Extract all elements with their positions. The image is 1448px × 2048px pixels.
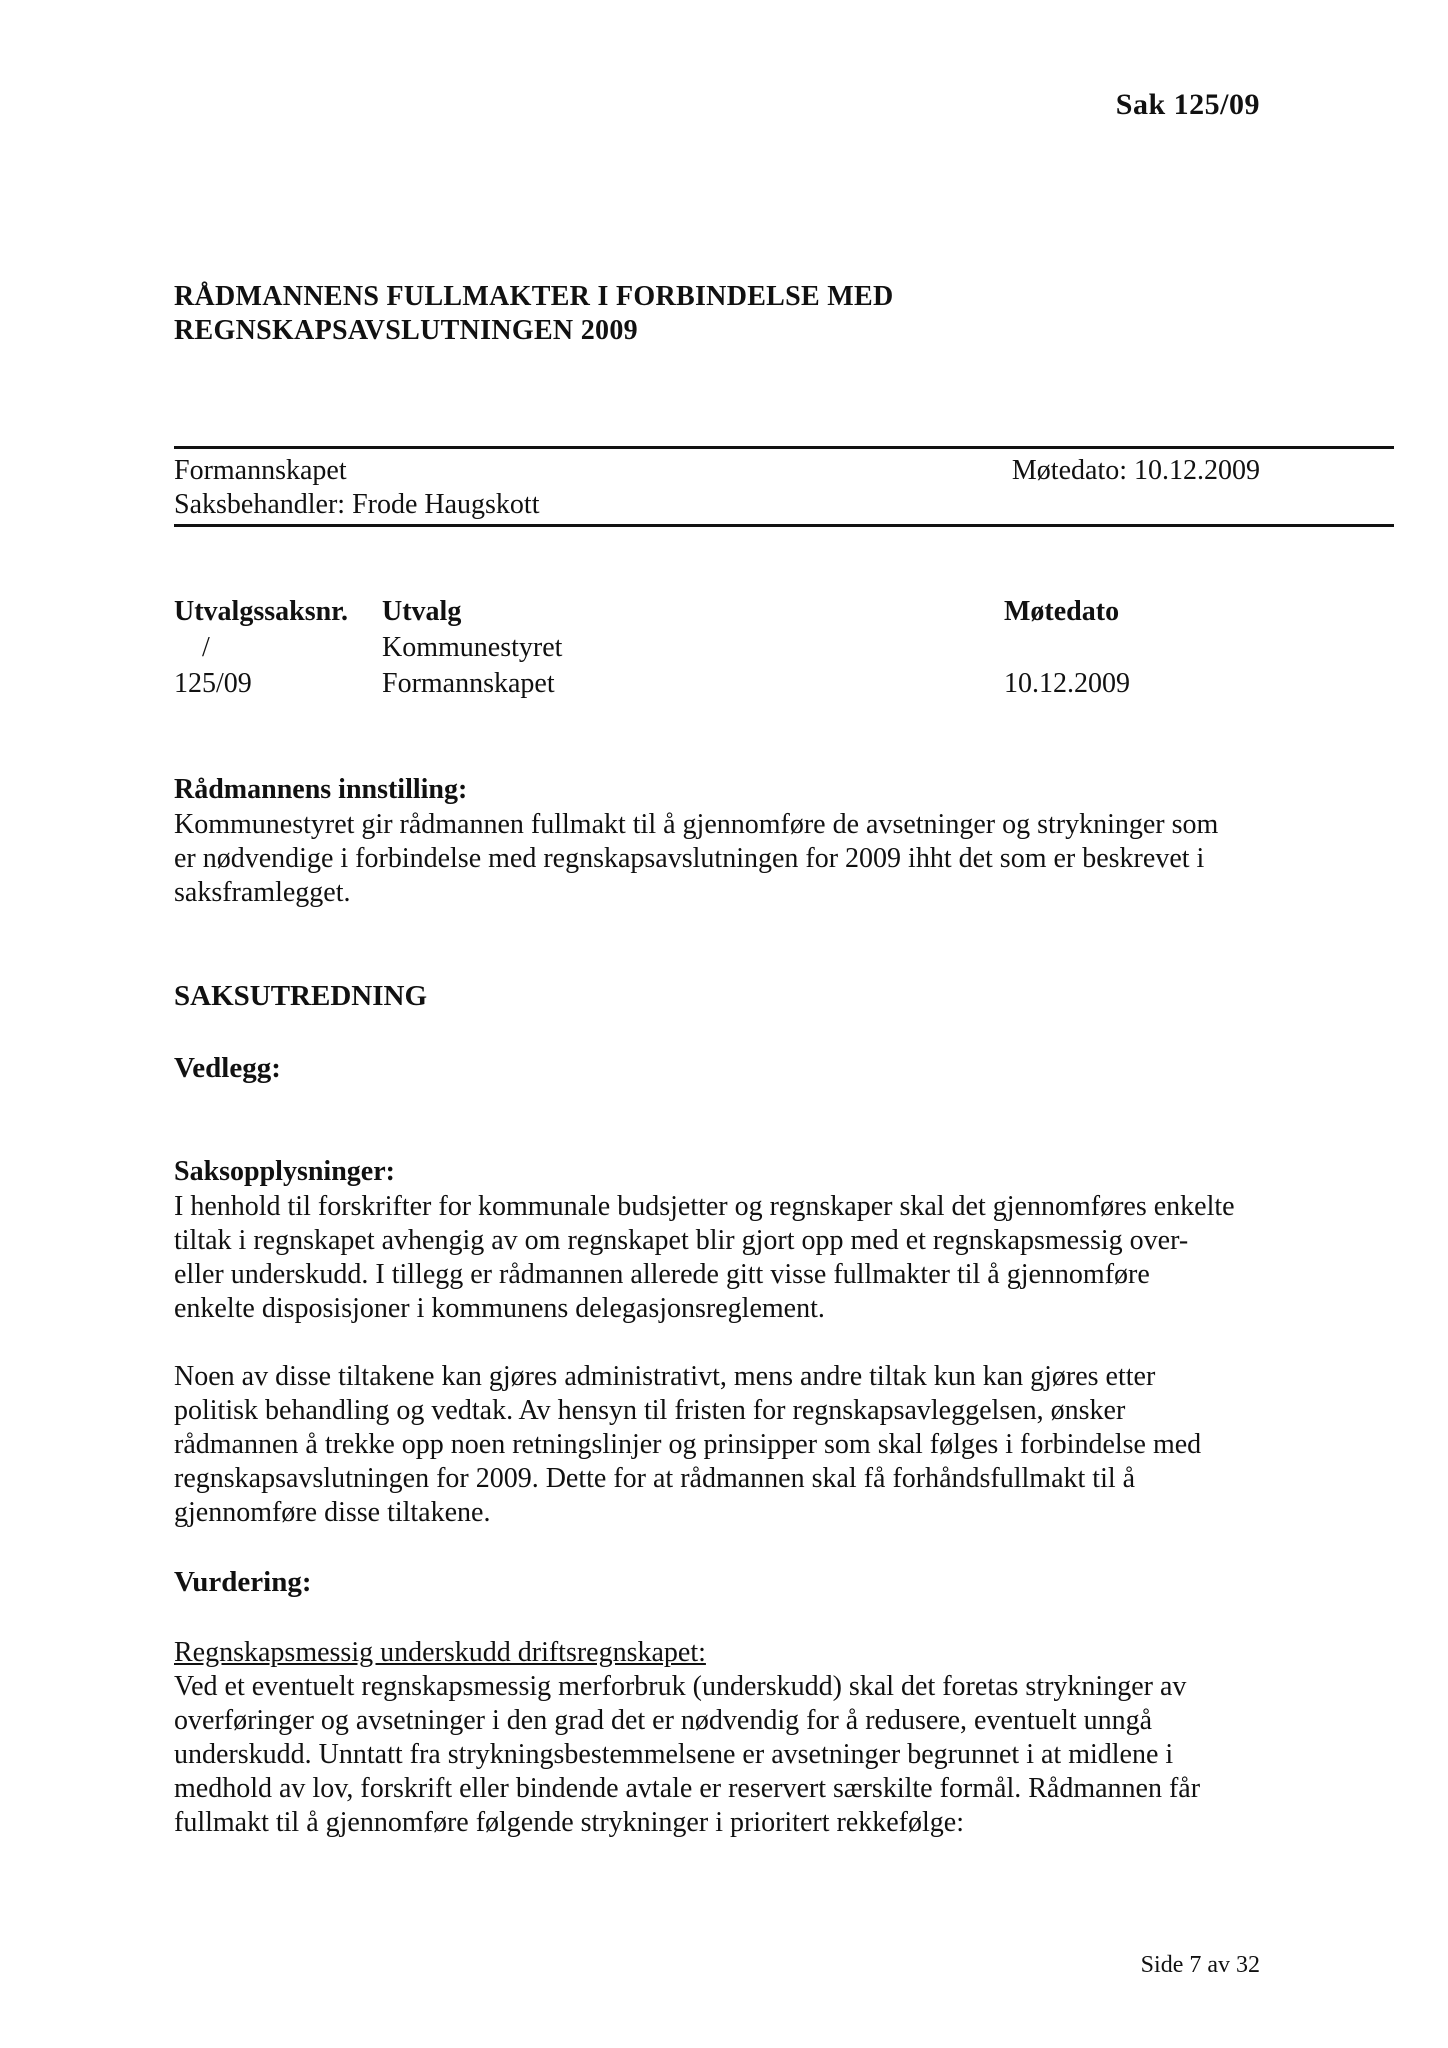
- table-header-case-number: Utvalgssaksnr.: [174, 596, 349, 627]
- text-line: rådmannen å trekke opp noen retningslinjer og prinsipper som skal følges i forbindelse med: [174, 1429, 1202, 1460]
- text-line: fullmakt til å gjennomføre følgende strykninger i prioritert rekkefølge:: [174, 1807, 964, 1838]
- text-line: I henhold til forskrifter for kommunale budsjetter og regnskaper skal det gjennomføres enkelte: [174, 1191, 1235, 1222]
- table-header-committee: Utvalg: [382, 596, 462, 627]
- table-header-meeting-date: Møtedato: [1004, 596, 1120, 627]
- document-title: [174, 280, 894, 348]
- text-line: saksframlegget.: [174, 877, 351, 908]
- saksopplysninger-paragraph-2: [174, 1360, 1294, 1530]
- document-title-line: REGNSKAPSAVSLUTNINGEN 2009: [174, 315, 638, 346]
- saksopplysninger-paragraph-1: [174, 1190, 1294, 1326]
- table-cell-committee: Kommunestyret: [382, 632, 563, 663]
- top-rule: [174, 446, 1394, 449]
- text-line: eller underskudd. I tillegg er rådmannen allerede gitt visse fullmakter til å gjennomføre: [174, 1259, 1150, 1290]
- vurdering-text: [174, 1670, 1294, 1840]
- saksutredning-heading: SAKSUTREDNING: [174, 980, 427, 1012]
- table-cell-case-number: /: [202, 632, 210, 663]
- text-line: overføringer og avsetninger i den grad det er nødvendig for å redusere, eventuelt unngå: [174, 1705, 1153, 1736]
- vurdering-subheading: Regnskapsmessig underskudd driftsregnskapet:: [174, 1637, 706, 1668]
- case-handler: Saksbehandler: Frode Haugskott: [174, 489, 540, 520]
- vurdering-heading: Vurdering:: [174, 1566, 312, 1598]
- saksopplysninger-heading: Saksopplysninger:: [174, 1156, 395, 1187]
- text-line: Ved et eventuelt regnskapsmessig merforbruk (underskudd) skal det foretas strykninger av: [174, 1671, 1187, 1702]
- text-line: medhold av lov, forskrift eller bindende avtale er reservert særskilte formål. Rådmannen får: [174, 1773, 1201, 1804]
- text-line: Kommunestyret gir rådmannen fullmakt til å gjennomføre de avsetninger og strykninger som: [174, 809, 1219, 840]
- text-line: er nødvendige i forbindelse med regnskapsavslutningen for 2009 ihht det som er beskrevet i: [174, 843, 1205, 874]
- table-cell-case-number: 125/09: [174, 668, 252, 699]
- table-cell-committee: Formannskapet: [382, 668, 555, 699]
- text-line: politisk behandling og vedtak. Av hensyn til fristen for regnskapsavleggelsen, ønsker: [174, 1395, 1126, 1426]
- table-cell-meeting-date: 10.12.2009: [1004, 668, 1130, 699]
- text-line: Noen av disse tiltakene kan gjøres administrativt, mens andre tiltak kun kan gjøres etter: [174, 1361, 1156, 1392]
- meeting-date: Møtedato: 10.12.2009: [1011, 455, 1260, 486]
- text-line: gjennomføre disse tiltakene.: [174, 1497, 491, 1528]
- text-line: underskudd. Unntatt fra strykningsbestemmelsene er avsetninger begrunnet i at midlene i: [174, 1739, 1174, 1770]
- case-number: Sak 125/09: [1115, 88, 1260, 121]
- recommendation-text: [174, 808, 1294, 910]
- page-number: Side 7 av 32: [1140, 1952, 1260, 1978]
- text-line: tiltak i regnskapet avhengig av om regnskapet blir gjort opp med et regnskapsmessig over-: [174, 1225, 1189, 1256]
- bottom-rule: [174, 524, 1394, 527]
- text-line: regnskapsavslutningen for 2009. Dette for at rådmannen skal få forhåndsfullmakt til å: [174, 1463, 1136, 1494]
- committee-name: Formannskapet: [174, 455, 347, 486]
- document-title-line: RÅDMANNENS FULLMAKTER I FORBINDELSE MED: [174, 281, 894, 312]
- text-line: enkelte disposisjoner i kommunens delegasjonsreglement.: [174, 1293, 825, 1324]
- vedlegg-heading: Vedlegg:: [174, 1052, 281, 1084]
- recommendation-heading: Rådmannens innstilling:: [174, 774, 468, 805]
